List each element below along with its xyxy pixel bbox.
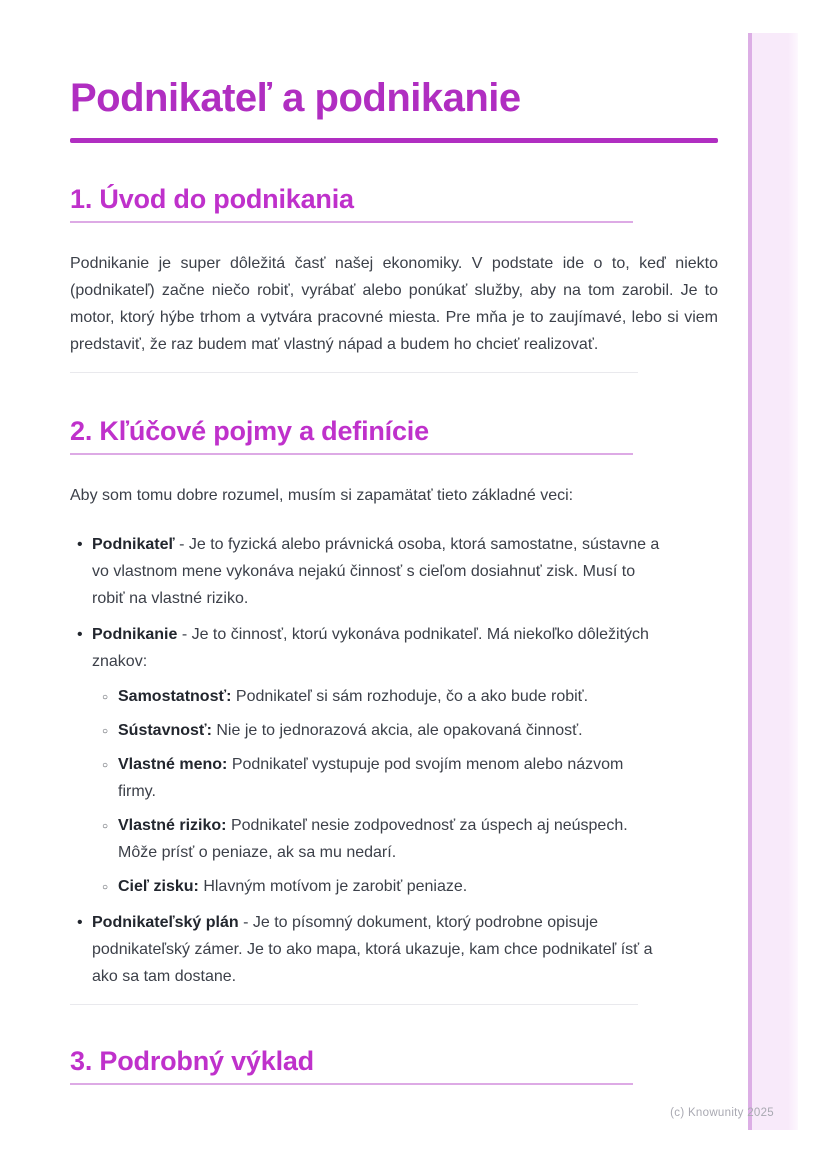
term-definition: - Je to fyzická alebo právnická osoba, ktorá samostatne, sústavne a vo vlastnom mene vykonáva nejakú činnosť s cieľom dosiahnuť zisk. Musí to robiť na vlastné riziko.	[92, 536, 660, 607]
section-heading-3: 3. Podrobný výklad	[70, 1046, 314, 1076]
podnikanie-traits-list	[92, 683, 662, 900]
list-item-podnikatel	[92, 531, 662, 612]
term-label: Podnikateľ	[92, 536, 175, 553]
key-terms-list	[70, 531, 718, 990]
list-item-ciel-zisku	[118, 873, 662, 900]
section-podrobny-vyklad	[70, 1045, 718, 1085]
term-label: Podnikateľský plán	[92, 914, 239, 931]
term-label: Samostatnosť:	[118, 688, 232, 705]
section-uvod	[70, 183, 718, 358]
list-item-podnikatelsky-plan	[92, 909, 662, 990]
term-label: Cieľ zisku:	[118, 878, 199, 895]
term-label: Vlastné riziko:	[118, 817, 227, 834]
heading-underline-2	[70, 453, 633, 455]
page-side-strip	[748, 33, 798, 1130]
heading-underline-1	[70, 221, 633, 223]
heading-underline-3	[70, 1083, 633, 1085]
term-label: Podnikanie	[92, 626, 178, 643]
term-definition: Podnikateľ nesie zodpovednosť za úspech aj neúspech. Môže prísť o peniaze, ak sa mu nedarí.	[118, 817, 628, 861]
term-definition: Nie je to jednorazová akcia, ale opakovaná činnosť.	[216, 722, 583, 739]
term-definition: Podnikateľ si sám rozhoduje, čo a ako bude robiť.	[235, 688, 589, 705]
section-klucove-pojmy	[70, 415, 718, 990]
term-label: Vlastné meno:	[118, 756, 228, 773]
intro-paragraph: Podnikanie je super dôležitá časť našej ekonomiky. V podstate ide o to, keď niekto (podnikateľ) začne niečo robiť, vyrábať alebo ponúkať služby, aby na tom zarobil. Je to motor, ktorý hýbe trhom a vytvára pracovné miesta. Pre mňa je to zaujímavé, lebo si viem predstaviť, že raz budem mať vlastný nápad a budem ho chcieť realizovať.	[70, 255, 718, 353]
list-item-vlastne-meno	[118, 751, 662, 805]
term-definition: - Je to písomný dokument, ktorý podrobne opisuje podnikateľský zámer. Je to ako mapa, ktorá ukazuje, kam chce podnikateľ ísť a ako sa tam dostane.	[92, 914, 653, 985]
list-item-samostatnost	[118, 683, 662, 710]
footer-credit: (c) Knowunity 2025	[670, 1107, 774, 1119]
term-definition: - Je to činnosť, ktorú vykonáva podnikateľ. Má niekoľko dôležitých znakov:	[92, 626, 649, 670]
list-item-vlastne-riziko	[118, 812, 662, 866]
key-terms-intro: Aby som tomu dobre rozumel, musím si zapamätať tieto základné veci:	[70, 487, 574, 504]
term-definition: Podnikateľ vystupuje pod svojím menom alebo názvom firmy.	[118, 756, 624, 800]
page-content	[70, 0, 718, 1085]
list-item-podnikanie	[92, 621, 662, 900]
section-divider-2	[70, 1004, 638, 1005]
page-title: Podnikateľ a podnikanie	[70, 76, 521, 120]
term-label: Sústavnosť:	[118, 722, 212, 739]
section-heading-1: 1. Úvod do podnikania	[70, 184, 354, 214]
section-heading-2: 2. Kľúčové pojmy a definície	[70, 416, 429, 446]
term-definition: Hlavným motívom je zarobiť peniaze.	[203, 878, 468, 895]
section-divider-1	[70, 372, 638, 373]
list-item-sustavnost	[118, 717, 662, 744]
title-divider	[70, 138, 718, 143]
